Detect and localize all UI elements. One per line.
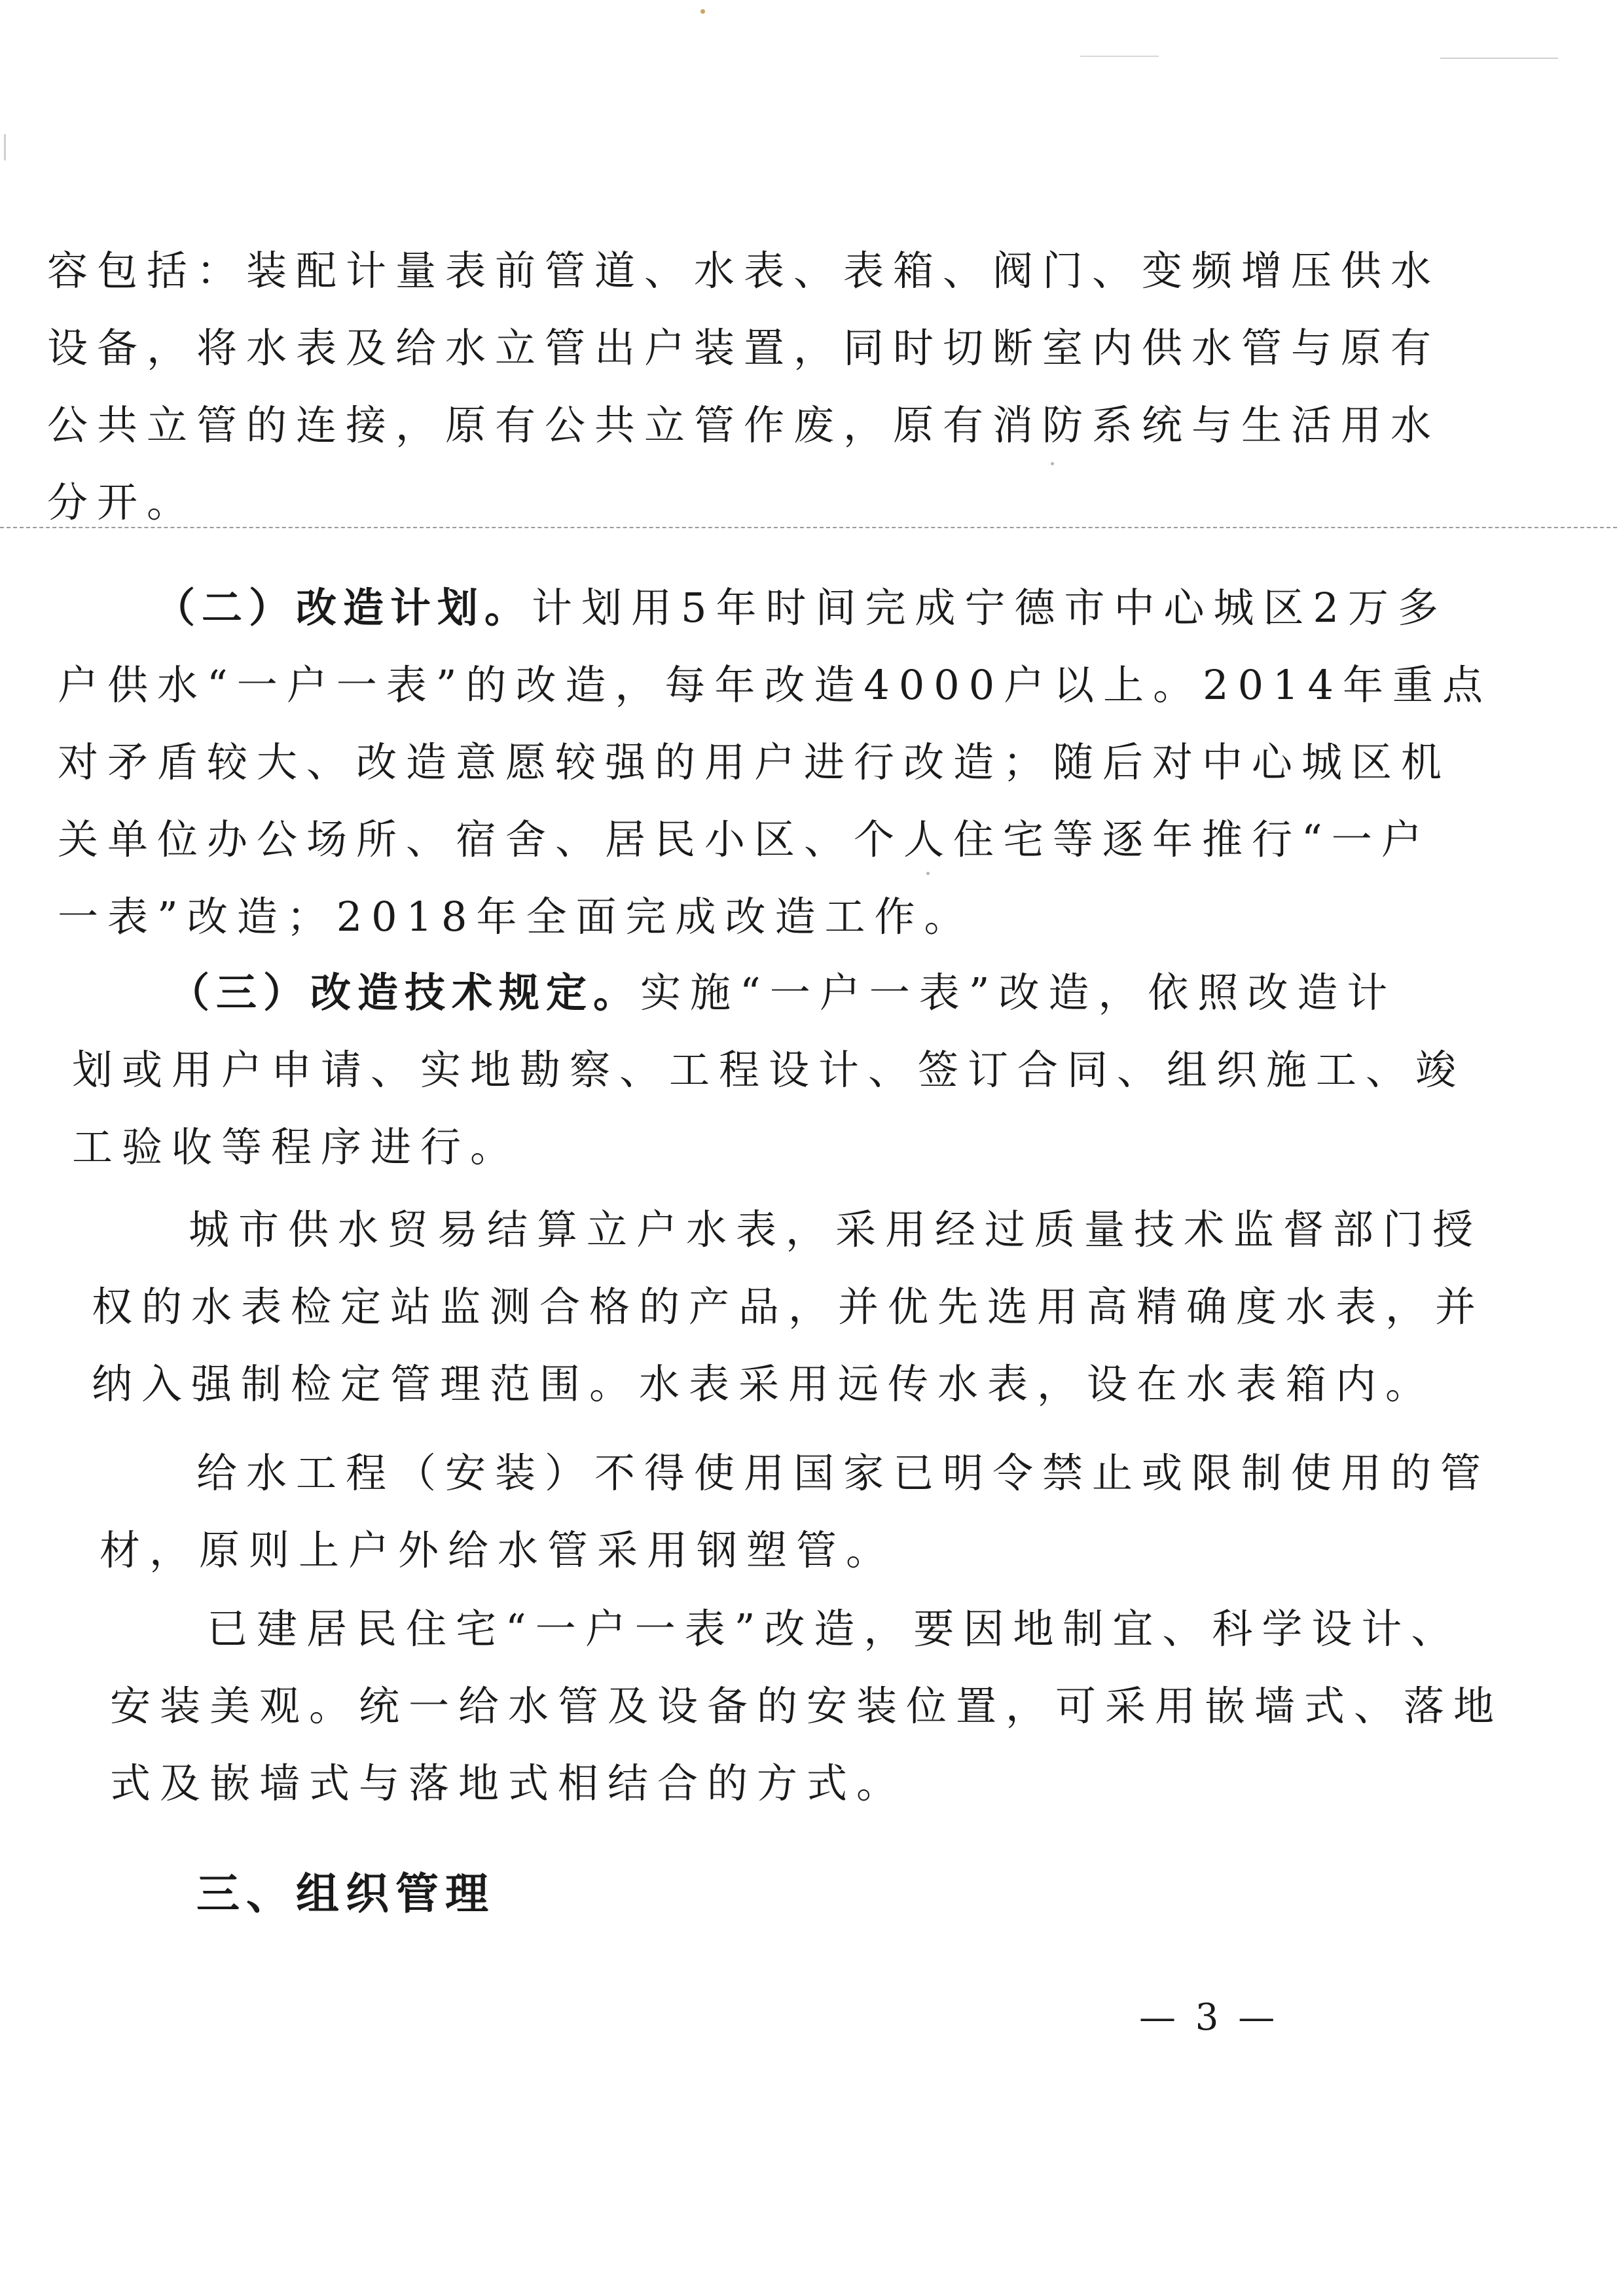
text-line [110, 1590, 1503, 1668]
scan-speck [1440, 58, 1558, 59]
text-line: 材，原则上户外给水管采用钢塑管。 [100, 1526, 896, 1574]
text-line: 公共立管的连接，原有公共立管作废，原有消防系统与生活用水 [47, 401, 1441, 449]
section-heading: 三、组织管理 [196, 1869, 495, 1919]
text-span: 给水工程（安装）不得使用国家已明令禁止或限制使用的管 [196, 1449, 1491, 1497]
text-line: 关单位办公场所、宿舍、居民小区、个人住宅等逐年推行“一户 [58, 816, 1431, 863]
paragraph-renovation-plan [58, 569, 1492, 956]
subsection-heading: （二）改造计划。 [154, 584, 532, 632]
paragraph-technical-rules [72, 954, 1465, 1186]
text-span: 已建居民住宅“一户一表”改造，要因地制宜、科学设计、 [207, 1605, 1461, 1653]
text-line [100, 1435, 1490, 1512]
text-line: 设备，将水表及给水立管出户装置，同时切断室内供水管与原有 [47, 324, 1441, 372]
text-line: 容包括：装配计量表前管道、水表、表箱、阀门、变频增压供水 [47, 247, 1441, 295]
scan-speck [4, 134, 6, 160]
scan-speck [1080, 56, 1159, 57]
text-line: 工验收等程序进行。 [72, 1123, 520, 1171]
text-span: 城市供水贸易结算立户水表，采用经过质量技术监督部门授 [189, 1206, 1483, 1253]
text-span: 计划用5年时间完成宁德市中心城区2万多 [532, 584, 1447, 632]
paragraph-installation [110, 1590, 1503, 1822]
page-number: — 3 — [1139, 1996, 1279, 2039]
text-span: 实施“一户一表”改造，依照改造计 [640, 969, 1397, 1016]
text-line: 一表”改造；2018年全面完成改造工作。 [58, 893, 974, 941]
text-line: 安装美观。统一给水管及设备的安装位置，可采用嵌墙式、落地 [110, 1682, 1504, 1730]
text-line: 式及嵌墙式与落地式相结合的方式。 [110, 1759, 907, 1807]
text-line: 权的水表检定站监测合格的产品，并优先选用高精确度水表，并 [92, 1283, 1485, 1331]
scan-speck [700, 9, 705, 14]
text-line: 户供水“一户一表”的改造，每年改造4000户以上。2014年重点 [58, 661, 1492, 709]
text-line: 纳入强制检定管理范围。水表采用远传水表，设在水表箱内。 [92, 1360, 1436, 1408]
text-line [72, 954, 1465, 1031]
text-line [92, 1191, 1485, 1268]
text-line: 分开。 [47, 478, 197, 526]
paragraph-pipe-materials [100, 1435, 1490, 1589]
subsection-heading: （三）改造技术规定。 [169, 969, 641, 1016]
text-line [58, 569, 1492, 647]
paragraph-water-meter [92, 1191, 1485, 1423]
paragraph-continuation [47, 232, 1440, 541]
text-line: 划或用户申请、实地勘察、工程设计、签订合同、组织施工、竣 [72, 1046, 1466, 1094]
text-line: 对矛盾较大、改造意愿较强的用户进行改造；随后对中心城区机 [58, 738, 1451, 786]
